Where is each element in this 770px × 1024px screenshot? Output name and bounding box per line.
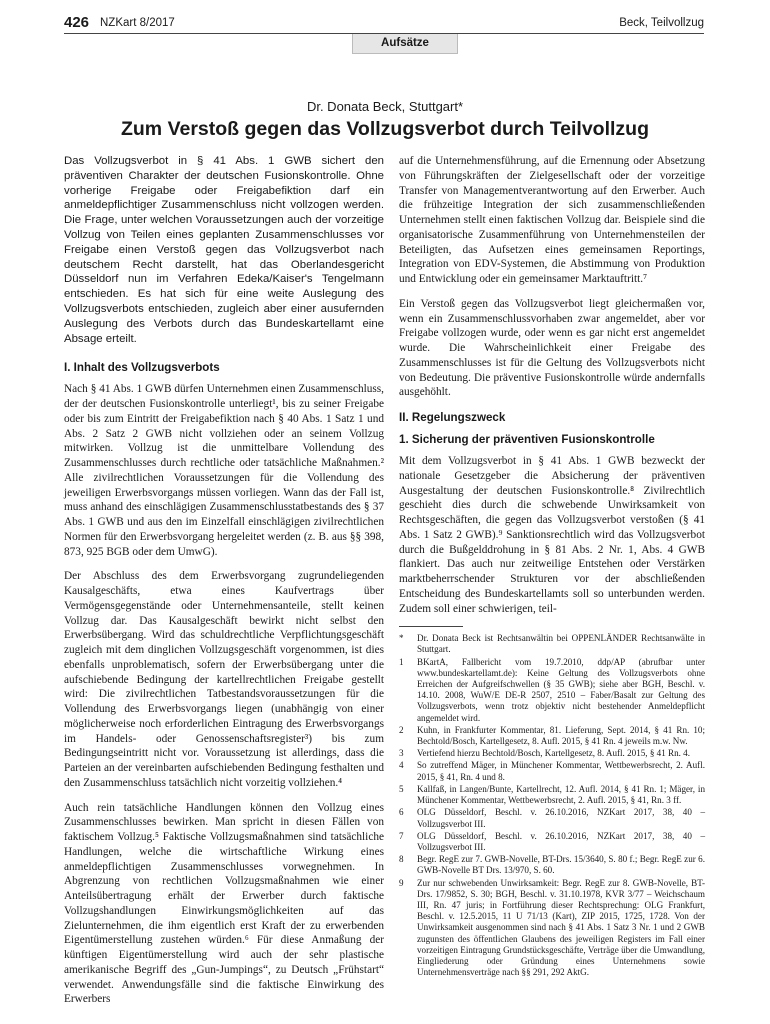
right-column	[399, 154, 705, 979]
footnote	[399, 760, 705, 782]
subsection-heading-sicherung: 1. Sicherung der präventiven Fusionskontrolle	[399, 433, 655, 446]
footnote-number: 8	[399, 854, 404, 865]
footnote	[399, 633, 705, 655]
body-paragraph: Nach § 41 Abs. 1 GWB dürfen Unternehmen einen Zusammenschluss, der der deutschen Fusionskontrolle unterliegt¹, bis zu seiner Freigabe oder bis zum Eintritt der Freigabefiktion nach § 40 Abs. 1 Satz 1 und Abs. 2 Satz 2 GWB nicht vollziehen oder an seinem Vollzug mitwirken. Vollzug ist die unmittelbare Vollendung des Zusammenschlusses durch rechtliche oder tatsächliche Maßnahmen.² Alle zivilrechtlichen Voraussetzungen für die Vollendung des jeweiligen Erwerbsvorgangs müssen vorliegen. Wann das der Fall ist, muss anhand des einschlägigen Zusammenschlusstatbestands des § 37 Abs. 1 GWB und aus den im Einzelfall einschlägigen zivilrechtlichen Normen für den Erwerbsvorgang hergeleitet werden (z. B. aus §§ 398, 873, 925 BGB oder dem UmwG).	[64, 383, 384, 558]
footnote-text: Kallfaß, in Langen/Bunte, Kartellrecht, 12. Aufl. 2014, § 41 Rn. 1; Mäger, in Münchener Kommentar, Wettbewerbsrecht, 2. Aufl. 2015, § 41, Rn. 3 ff.	[417, 783, 705, 806]
footnote-number: 1	[399, 656, 404, 667]
page-number: 426	[64, 14, 90, 31]
footnote-number: 2	[399, 724, 404, 735]
footnote	[399, 831, 705, 853]
footnote	[399, 878, 705, 979]
footnote	[399, 854, 705, 876]
footnote-text: Begr. RegE zur 7. GWB-Novelle, BT-Drs. 15/3640, S. 80 f.; Begr. RegE zur 6. GWB-Novelle BT Drs. 13/970, S. 60.	[417, 854, 705, 876]
section-heading-regelungszweck: II. Regelungszweck	[399, 411, 506, 424]
footnote-number: *	[399, 633, 404, 644]
footnote-number: 9	[399, 877, 404, 888]
footnote	[399, 748, 705, 759]
author-line: Dr. Donata Beck, Stuttgart*	[306, 99, 464, 114]
footnote-text: Kuhn, in Frankfurter Kommentar, 81. Lieferung, Sept. 2014, § 41 Rn. 10; Bechtold/Bosch, Kartellgesetz, 8. Aufl. 2015, § 41 Rn. 4 jeweils m.w. Nw.	[417, 724, 705, 747]
body-paragraph: Auch rein tatsächliche Handlungen können den Vollzug eines Zusammenschlusses bewirken. Man spricht in diesen Fällen von faktischem Vollzug.⁵ Faktische Vollzugsmaßnahmen sind tatsächliche Handlungen, welche die wirtschaftliche Wirkung eines anmeldepflichtigen Zusammenschlusses vorwegnehmen. In Abgrenzung von rechtlichen Vollzugsmaßnahmen wie einer Anteilsübertragung erhält der Erwerber durch faktische Vollzugshandlungen Einwirkungsmöglichkeiten auf das Zielunternehmen, die ihm eigentlich erst Kraft der zu erwerbenden Eigentümerstellung zustehen würden.⁶ Für diese Anmaßung der künftigen Eigentümerstellung wird auch der sehr plastische amerikanische Begriff des „Gun-Jumpings“, zu Deutsch „Frühstart“ verwendet. Anwendungsfälle sind die faktische Einwirkung des Erwerbers	[64, 801, 384, 1006]
footnote-number: 5	[399, 783, 404, 794]
footnote-number: 4	[399, 760, 404, 771]
footnote-text: BKartA, Fallbericht vom 19.7.2010, ddp/AP (abrufbar unter www.bundeskartellamt.de): Keine Geltung des Vollzugsverbots ohne Erreichen der Aufgreifschwellen (§ 35 GWB); siehe aber BGH, Beschl. v. 14.10. 2008, WuW/E DE-R 2507, 2510 – Faber/Basalt zur Geltung des Vollzugsverbots, wenn trotz objektiv nicht bestehender Anmeldepflicht angemeldet wird.	[417, 656, 705, 723]
footnote-text: Vertiefend hierzu Bechtold/Bosch, Kartellgesetz, 8. Aufl. 2015, § 41 Rn. 4.	[417, 748, 691, 759]
footnote-number: 6	[399, 807, 404, 818]
journal-issue: NZKart 8/2017	[100, 17, 175, 29]
body-paragraph: Mit dem Vollzugsverbot in § 41 Abs. 1 GWB bezweckt der nationale Gesetzgeber die Absicherung der präventiven Ausgestaltung der deutschen Fusionskontrolle.⁸ Zivilrechtlich geschieht dies durch die schwebende Unwirksamkeit von Rechtsgeschäften, die gegen das Vollzugsverbot verstoßen (§ 41 Abs. 1 Satz 2 GWB).⁹ Sanktionsrechtlich wird das Vollzugsverbot durch die Bußgelddrohung in § 81 Abs. 2 Nr. 1, Abs. 4 GWB flankiert. Das auch nur zeitweilige Entstehen oder Verstärken marktbeherrschender Strukturen vor der abschließenden Entscheidung des Bundeskartellamts soll so unterbunden werden. Zudem soll einer schwierigen, teil-	[399, 455, 705, 615]
footnotes	[399, 633, 705, 978]
left-column	[64, 154, 384, 1017]
section-tab: Aufsätze	[352, 34, 458, 54]
body-paragraph: auf die Unternehmensführung, auf die Ernennung oder Absetzung von Führungskräften der Zielgesellschaft oder der vorzeitige Transfer von Managementverantwortung auf den Erwerber. Auch die frühzeitige Integration der sich zusammenschließenden Unternehmen stellt einen faktischen Vollzug dar. Beispiele sind die organisatorische Zusammenführung von Unternehmensteilen der Beteiligten, das Aufsetzen eines gemeinsamen Reportings, Integration von EDV-Systemen, die Abstimmung von Produktion und Entwicklung oder ein gemeinsamer Marktauftritt.⁷	[399, 155, 705, 285]
footnote-rule	[399, 626, 463, 627]
section-heading-inhalt: I. Inhalt des Vollzugsverbots	[64, 361, 220, 375]
footnote-text: OLG Düsseldorf, Beschl. v. 26.10.2016, NZKart 2017, 38, 40 – Vollzugsverbot III.	[417, 807, 705, 829]
footnote-text: Zur nur schwebenden Unwirksamkeit: Begr. RegE zur 8. GWB-Novelle, BT-Drs. 17/9852, S. 30; BGH, Beschl. v. 31.10.1978, KVR 3/77 – Weichschaum III, Rn. 47 juris; in Fortführung dieser Rechtsprechung: OLG Frankfurt, Beschl. v. 12.5.2015, 11 U 71/13 (Kart), ZIP 2015, 1725, 1728. Von der Unwirksamkeit ausgenommen sind nach § 41 Abs. 1 Satz 3 Nr. 1 und 2 GWB zugunsten des öffentlichen Glaubens des jeweiligen Registers im Fall einer vorzeitigen Eintragung Grundstücksgeschäfte, Verträge über die Umwandlung, Eingliederung oder Gründung eines Unternehmens sowie Unternehmensverträge nach §§ 291, 292 AktG.	[417, 877, 705, 978]
footnote	[399, 725, 705, 747]
footnote	[399, 784, 705, 806]
footnote	[399, 657, 705, 724]
footnote-text: So zutreffend Mäger, in Münchener Kommentar, Wettbewerbsrecht, 2. Aufl. 2015, § 41, Rn. 4 und 8.	[417, 760, 705, 782]
running-title: Beck, Teilvollzug	[619, 17, 704, 29]
footnote-number: 3	[399, 748, 404, 759]
abstract: Das Vollzugsverbot in § 41 Abs. 1 GWB sichert den präventiven Charakter der deutschen Fusionskontrolle. Ohne vorherige Freigabe oder Freigabefiktion darf ein anmeldepflichtiger Zusammenschluss nicht vollzogen werden. Die Frage, unter welchen Voraussetzungen auch der vorzeitige Vollzug von Teilen eines geplanten Zusammenschlusses vor Freigabe einen Verstoß gegen das Vollzugsverbot nach deutschem Recht darstellt, hat das Oberlandesgericht Düsseldorf nun im Verfahren Edeka/Kaiser's Tengelmann entschieden. Es hat sich für eine weite Auslegung des Vollzugsverbots entschieden, zugleich aber einer ausufernden Auslegung des Verbots durch das Bundeskartellamt eine Absage erteilt.	[64, 155, 384, 345]
body-paragraph: Ein Verstoß gegen das Vollzugsverbot liegt gleichermaßen vor, wenn ein Zusammenschlussvorhaben zwar angemeldet, aber vor Freigabe vollzogen wurde, oder wenn es gar nicht erst angemeldet wurde. Die Wahrscheinlichkeit einer Freigabe des Zusammenschlusses ist für die Geltung des Vollzugsverbots nicht von Bedeutung. Die präventive Fusionskontrolle würde andernfalls ausgehöhlt.	[399, 297, 705, 399]
footnote-text: OLG Düsseldorf, Beschl. v. 26.10.2016, NZKart 2017, 38, 40 – Vollzugsverbot III.	[417, 830, 705, 852]
body-paragraph: Der Abschluss des dem Erwerbsvorgang zugrundeliegenden Kausalgeschäfts, etwa eines Kaufvertrags über Vermögensgegenstände oder Unternehmensanteile, stellt keinen Vollzug dar. Das Kausalgeschäft bewirkt nicht selbst den Erwerbsübergang. Wird das schuldrechtliche Verpflichtungsgeschäft zugleich mit dem dinglichen Vollzugsgeschäft vorgenommen, ist dies ebenfalls unproblematisch, sofern der Erwerbsübergang unter die aufschiebende Bedingung der kartellrechtlichen Freigabe gestellt wird: Die zivilrechtlichen Tatbestandsvoraussetzungen für die Vollendung des Erwerbsvorgangs liegen (unabhängig von einer möglicherweise noch erforderlichen Eintragung des Erwerbsvorgangs im Handels- oder Genossenschaftsregister³) bis zum Bedingungseintritt nicht vor. Voraussetzung ist allerdings, dass die Parteien an der vereinbarten aufschiebenden Bedingung festhalten und den Zusammenschluss tatsächlich nicht vorzeitig vollziehen.⁴	[64, 570, 384, 789]
footnote-text: Dr. Donata Beck ist Rechtsanwältin bei OPPENLÄNDER Rechtsanwälte in Stuttgart.	[417, 633, 705, 655]
footnote	[399, 807, 705, 829]
footnote-number: 7	[399, 830, 404, 841]
article-title: Zum Verstoß gegen das Vollzugsverbot durch Teilvollzug	[120, 118, 649, 140]
